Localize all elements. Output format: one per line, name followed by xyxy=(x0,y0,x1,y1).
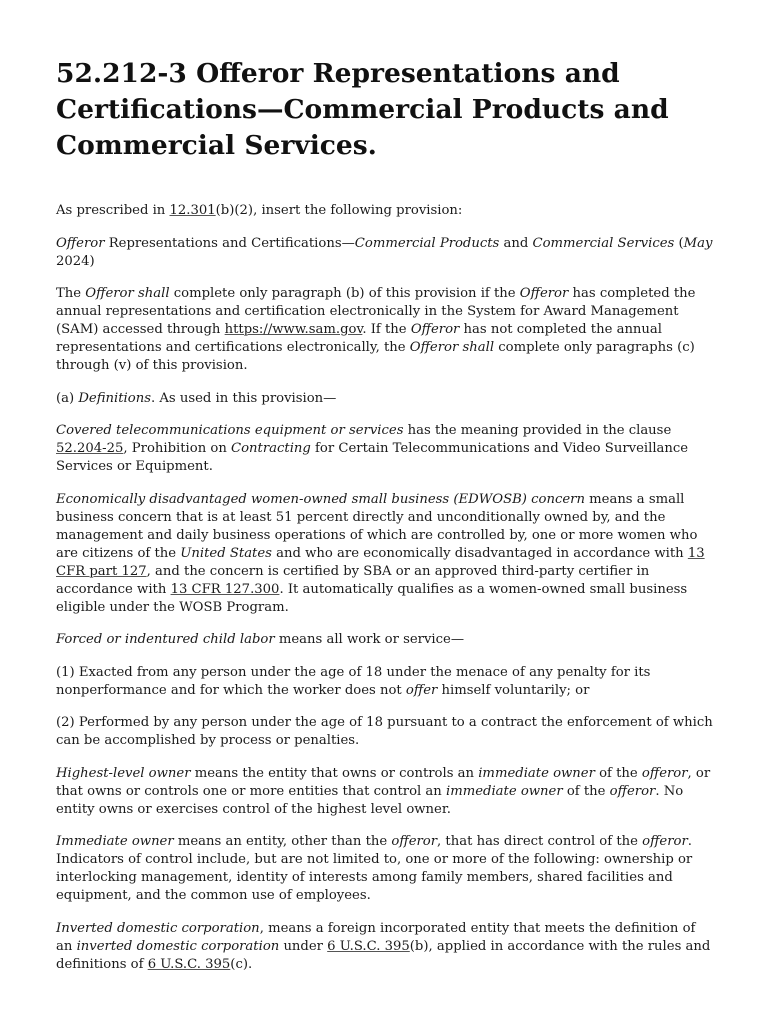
definitions-heading xyxy=(56,390,714,408)
definition-immediate-owner xyxy=(56,833,714,905)
text: offeror xyxy=(642,834,688,849)
text: and who are economically disadvantaged in accordance with xyxy=(271,545,688,561)
definition-item-2: (2) Performed by any person under the age of 18 pursuant to a contract the enforcement of which can be accomplished by process or penalties. xyxy=(56,715,713,748)
text: Economically disadvantaged women-owned small business (EDWOSB) concern xyxy=(56,491,585,507)
text: Definitions xyxy=(78,390,151,406)
text: Forced or indentured child labor xyxy=(56,632,275,647)
text: of the xyxy=(562,783,610,799)
text: 2024) xyxy=(56,253,95,269)
text: for Certain Telecommunications and Video Surveillance Services or Equipment. xyxy=(56,441,689,474)
instructions-paragraph xyxy=(56,285,714,375)
text: Offeror shall xyxy=(409,340,495,355)
text: offer xyxy=(405,682,438,698)
text: As prescribed in xyxy=(56,203,170,218)
text: complete only paragraphs (c) through (v) of this provision. xyxy=(56,340,695,373)
definition-edwosb xyxy=(56,491,714,617)
text: ( xyxy=(674,235,684,251)
text: of the xyxy=(594,765,642,781)
text: means an entity, other than the xyxy=(173,834,392,849)
prescription-paragraph xyxy=(56,202,714,220)
text: offeror xyxy=(641,765,688,781)
text: immediate owner xyxy=(445,783,563,799)
text: Representations and Certifications— xyxy=(104,235,355,251)
link-13-cfr-127-300[interactable]: 13 CFR 127.300 xyxy=(170,581,280,597)
text: Highest-level owner xyxy=(56,765,191,781)
text: has completed the annual representations and certification electronically in the System for Award Management (SAM) accessed through xyxy=(56,286,696,337)
text: (a) xyxy=(56,390,79,406)
definition-forced-child-labor xyxy=(56,631,714,649)
text: Contracting xyxy=(231,441,311,456)
text: Offeror xyxy=(410,322,460,337)
text: Offeror shall xyxy=(85,286,170,301)
text: The xyxy=(56,286,86,301)
link-52-204-25[interactable]: 52.204-25 xyxy=(56,441,124,456)
text: inverted domestic corporation xyxy=(76,938,280,954)
text: has not completed the annual representations and certifications electronically, the xyxy=(56,322,663,355)
text: Offeror xyxy=(56,235,105,251)
text: immediate owner xyxy=(478,765,595,781)
link-6-usc-395-c[interactable]: 6 U.S.C. 395 xyxy=(147,956,231,972)
text: offeror xyxy=(391,834,438,849)
text: has the meaning provided in the clause xyxy=(403,423,672,438)
text: Inverted domestic corporation xyxy=(56,920,260,936)
text: Offeror xyxy=(519,286,569,301)
text: , means a foreign incorporated entity that meets the definition of an xyxy=(56,920,696,954)
definition-covered-telecom xyxy=(56,422,714,476)
link-6-usc-395-b[interactable]: 6 U.S.C. 395 xyxy=(327,938,410,954)
text: (b), applied in accordance with the rules and definitions of xyxy=(56,938,711,972)
text: complete only paragraph (b) of this provision if the xyxy=(169,286,520,301)
text: Immediate owner xyxy=(56,834,174,849)
page-title: 52.212-3 Offeror Representations and Certifications—Commercial Products and Commercial Services. xyxy=(56,58,669,161)
provision-title xyxy=(56,235,714,271)
text: , Prohibition on xyxy=(123,441,232,456)
link-sam-gov[interactable]: https://www.sam.gov xyxy=(224,322,363,337)
text: . No entity owns or exercises control of the highest level owner. xyxy=(56,783,684,817)
text: (1) Exacted from any person under the age of 18 under the menace of any penalty for its nonperformance and for which the worker does not xyxy=(56,664,651,698)
text: Commercial Products xyxy=(354,235,500,251)
link-13-cfr-part-127[interactable]: 13 CFR part 127 xyxy=(56,545,705,579)
text: , that has direct control of the xyxy=(437,834,643,849)
text: United States xyxy=(180,545,272,561)
text: means the entity that owns or controls an xyxy=(190,765,479,781)
text: . Indicators of control include, but are not limited to, one or more of the following: ownership or interlocking management, identity of interests among family members, shared facilities and equipment, and the common use of employees. xyxy=(56,834,693,903)
text: (c). xyxy=(230,956,253,972)
text: , or that owns or controls one or more entities that control an xyxy=(56,765,711,799)
text: . If the xyxy=(362,322,411,337)
text: , and the concern is certified by SBA or an approved third-party certifier in accordance with xyxy=(56,563,650,597)
text: himself voluntarily; or xyxy=(437,682,590,698)
definition-item-1 xyxy=(56,664,714,700)
definition-highest-level-owner xyxy=(56,765,714,819)
text: means all work or service— xyxy=(274,632,465,647)
text: and xyxy=(499,235,533,251)
text: May xyxy=(683,235,713,251)
text: (b)(2), insert the following provision: xyxy=(215,203,463,218)
definition-inverted-domestic-corporation xyxy=(56,920,714,974)
text: means a small business concern that is at least 51 percent directly and unconditionally owned by, and the management and daily business operations of which are controlled by, one or more women who are citizens of the xyxy=(56,491,698,561)
text: . As used in this provision— xyxy=(150,390,337,406)
text: . It automatically qualifies as a women-owned small business eligible under the WOSB Program. xyxy=(56,581,688,615)
text: under xyxy=(279,938,328,954)
text: offeror xyxy=(609,783,656,799)
text: Commercial Services xyxy=(532,235,675,251)
link-12-301[interactable]: 12.301 xyxy=(169,203,216,218)
text: Covered telecommunications equipment or services xyxy=(56,423,404,438)
